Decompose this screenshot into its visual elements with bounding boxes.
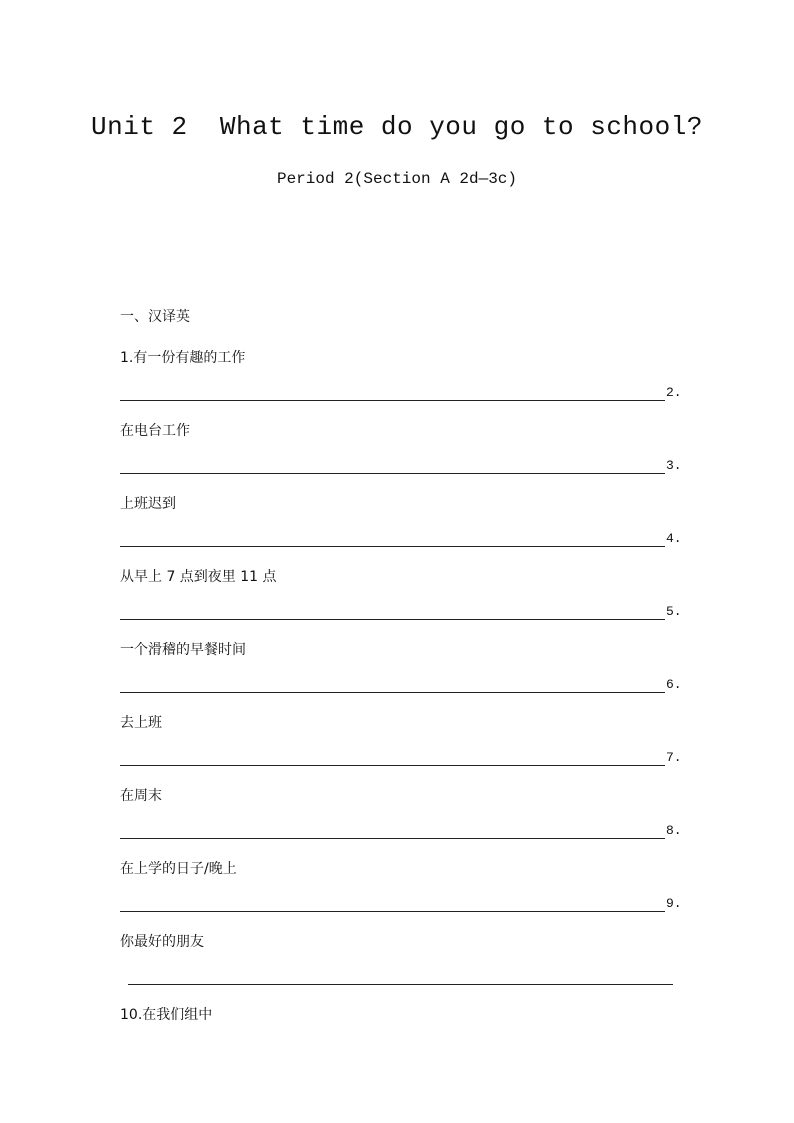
- answer-line-7[interactable]: [120, 838, 665, 839]
- page-subtitle: Period 2(Section A 2d—3c): [276, 170, 518, 188]
- item-number-2: 2.: [666, 385, 682, 400]
- item-prompt-4: 从早上 7 点到夜里 11 点: [120, 569, 277, 585]
- answer-line-9[interactable]: [128, 984, 673, 985]
- item-prompt-2: 在电台工作: [120, 423, 190, 439]
- answer-line-4[interactable]: [120, 619, 665, 620]
- answer-line-8[interactable]: [120, 911, 665, 912]
- item-number-6: 6.: [666, 677, 682, 692]
- item-prompt-9: 你最好的朋友: [120, 934, 204, 950]
- answer-line-2[interactable]: [120, 473, 665, 474]
- item-number-3: 3.: [666, 458, 682, 473]
- item-prompt-6: 去上班: [120, 715, 162, 731]
- item-prompt-1: 1.有一份有趣的工作: [120, 350, 246, 366]
- item-prompt-7: 在周末: [120, 788, 162, 804]
- item-number-8: 8.: [666, 823, 682, 838]
- page-title: Unit 2 What time do you go to school?: [91, 112, 703, 142]
- item-prompt-8: 在上学的日子/晚上: [120, 861, 237, 877]
- answer-line-6[interactable]: [120, 765, 665, 766]
- item-prompt-3: 上班迟到: [120, 496, 176, 512]
- answer-line-1[interactable]: [120, 400, 665, 401]
- section-heading: 一、汉译英: [120, 309, 190, 325]
- item-number-9: 9.: [666, 896, 682, 911]
- answer-line-3[interactable]: [120, 546, 665, 547]
- item-prompt-5: 一个滑稽的早餐时间: [120, 642, 246, 658]
- item-number-4: 4.: [666, 531, 682, 546]
- answer-line-5[interactable]: [120, 692, 665, 693]
- item-number-5: 5.: [666, 604, 682, 619]
- item-number-7: 7.: [666, 750, 682, 765]
- item-prompt-10: 10.在我们组中: [120, 1007, 213, 1023]
